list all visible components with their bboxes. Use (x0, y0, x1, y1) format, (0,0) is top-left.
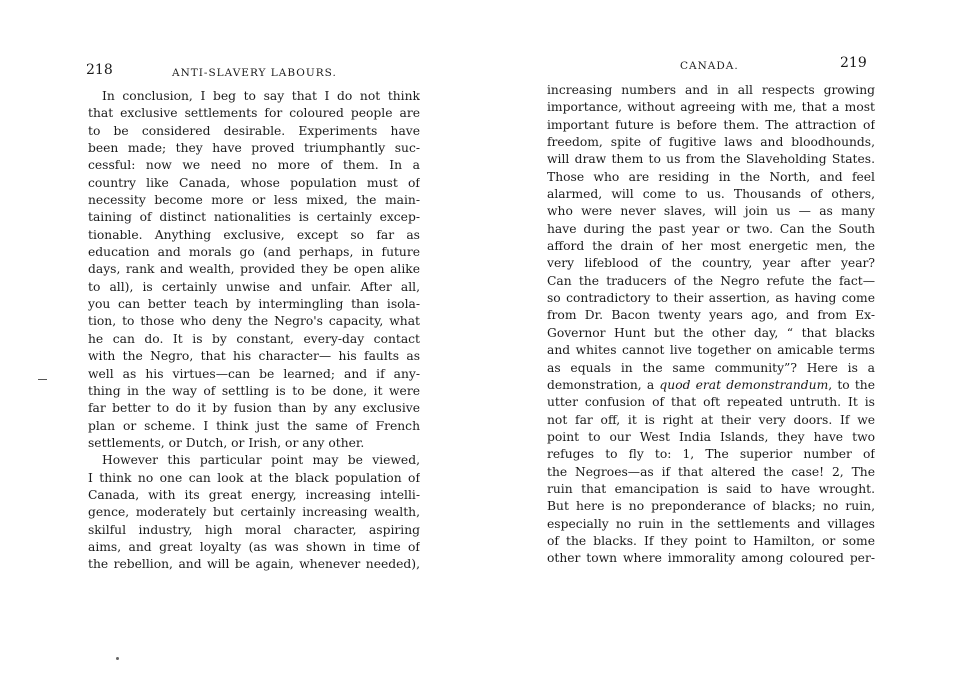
text-line: Canada, with its great energy, increasing intelli- (88, 487, 420, 502)
text-line: skilful industry, high moral character, aspiring (88, 522, 420, 537)
text-line: that exclusive settlements for coloured people are (88, 106, 420, 121)
text-line: you can better teach by intermingling than isola- (88, 297, 420, 312)
text-line: In conclusion, I beg to say that I do not think (102, 89, 420, 103)
right-page (490, 0, 980, 686)
text-line: far better to do it by fusion than by any exclusive (88, 401, 420, 416)
text-line: alarmed, will come to us. Thousands of others, (547, 187, 875, 202)
text-line: Those who are residing in the North, and feel (547, 169, 875, 184)
page-number-right: 219 (840, 55, 867, 71)
text-line: as equals in the same community”? Here is a (547, 360, 875, 375)
page-number-left: 218 (86, 62, 113, 78)
text-line: to all), is certainly unwise and unfair. After all, (88, 279, 420, 294)
text-line: aims, and great loyalty (as was shown in time of (88, 539, 420, 554)
text-line: settlements, or Dutch, or Irish, or any other. (88, 435, 365, 450)
text-line: so contradictory to their assertion, as having come (547, 291, 875, 306)
text-line: necessity become more or less mixed, the main- (88, 193, 420, 208)
text-line: not far off, it is right at their very doors. If we (547, 412, 875, 427)
text-line: freedom, spite of fugitive laws and bloodhounds, (547, 135, 875, 150)
text-line: utter confusion of that oft repeated untruth. It is (547, 395, 875, 410)
text-line: other town where immorality among coloured per- (547, 551, 875, 566)
text-line: from Dr. Bacon twenty years ago, and from Ex- (547, 308, 875, 323)
text-segment: , to the (828, 377, 875, 392)
text-line: especially no ruin in the settlements and villages (547, 516, 875, 531)
text-line: Can the traducers of the Negro refute the fact— (547, 273, 875, 288)
latin-phrase: quod erat demonstrandum (659, 377, 829, 392)
running-head-right: CANADA. (680, 60, 739, 72)
text-line: well as his virtues—can be learned; and if any- (88, 366, 420, 381)
text-line: will draw them to us from the Slaveholding States. (547, 152, 875, 167)
running-head-left: ANTI-SLAVERY LABOURS. (172, 67, 337, 79)
text-line: I think no one can look at the black population of (88, 470, 420, 485)
text-line: and whites cannot live together on amicable terms (547, 343, 875, 358)
text-line: the rebellion, and will be again, whenever needed), (88, 557, 420, 572)
text-line: days, rank and wealth, provided they be open alike (88, 262, 420, 277)
text-line: country like Canada, whose population must of (88, 175, 420, 190)
text-line: education and morals go (and perhaps, in future (88, 245, 420, 260)
text-line: he can do. It is by constant, every-day contact (88, 331, 420, 346)
text-line: taining of distinct nationalities is certainly excep- (88, 210, 420, 225)
right-page-text (547, 82, 875, 568)
text-line-with-italic (547, 377, 875, 394)
left-page-text (88, 88, 420, 574)
text-line: have during the past year or two. Can the South (547, 221, 875, 236)
text-line: very lifeblood of the country, year after year? (547, 256, 875, 271)
text-line: afford the drain of her most energetic men, the (547, 239, 875, 254)
text-line: of the blacks. If they point to Hamilton, or some (547, 533, 875, 548)
page-speck (116, 657, 119, 660)
text-line: the Negroes—as if that altered the case! 2, The (547, 464, 875, 479)
text-line: thing in the way of settling is to be done, it were (88, 383, 420, 398)
text-line: who were never slaves, will join us — as many (547, 204, 875, 219)
text-segment: demonstration, a (547, 377, 660, 392)
margin-mark (38, 379, 47, 380)
text-line: gence, moderately but certainly increasing wealth, (88, 505, 420, 520)
text-line: plan or scheme. I think just the same of French (88, 418, 420, 433)
text-line: with the Negro, that his character— his faults as (88, 349, 420, 364)
text-line: to be considered desirable. Experiments have (88, 123, 420, 138)
text-line: But here is no preponderance of blacks; no ruin, (547, 499, 875, 514)
text-line: refuges to fly to: 1, The superior number of (547, 447, 875, 462)
text-line: been made; they have proved triumphantly suc- (88, 141, 420, 156)
text-line: increasing numbers and in all respects growing (547, 83, 875, 97)
text-line: ruin that emancipation is said to have wrought. (547, 481, 875, 496)
text-line: However this particular point may be viewed, (102, 453, 420, 468)
text-line: tion, to those who deny the Negro's capacity, what (88, 314, 420, 329)
text-line: importance, without agreeing with me, that a most (547, 100, 875, 115)
text-line: cessful: now we need no more of them. In a (88, 158, 420, 173)
text-line: Governor Hunt but the other day, “ that blacks (547, 325, 875, 340)
text-line: point to our West India Islands, they have two (547, 429, 875, 444)
text-line: important future is before them. The attraction of (547, 117, 875, 132)
text-line: tionable. Anything exclusive, except so far as (88, 227, 420, 242)
